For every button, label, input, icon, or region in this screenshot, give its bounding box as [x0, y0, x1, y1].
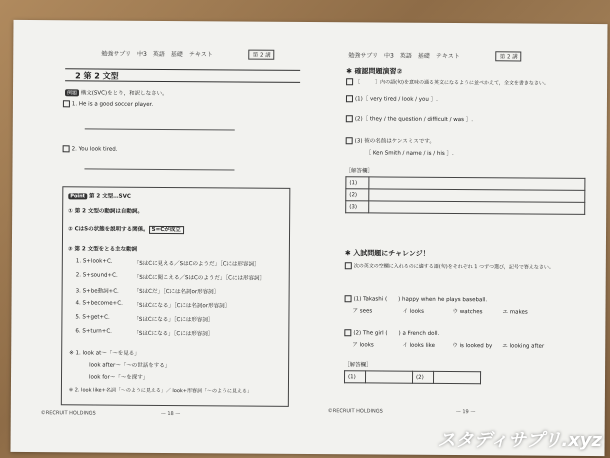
verb-1: 1. S+look+C. — [75, 258, 113, 265]
verb-6: 6. S+turn+C. — [75, 328, 112, 335]
note-1c: look for～「～を探す」 — [89, 374, 149, 381]
checkbox-icon — [63, 100, 70, 107]
note-2: ※ 2. look like+名詞「～のように見える」／ look+形容詞「～のように見える」 — [68, 387, 253, 395]
left-page-number: — 18 — — [160, 410, 181, 418]
check-3: (3) 彼の名前はケンスミスです。 — [346, 136, 435, 145]
checkbox-icon — [345, 295, 352, 302]
checkbox-icon — [63, 145, 70, 152]
answer-cell[interactable] — [365, 371, 412, 383]
answer-table-2 — [344, 370, 481, 384]
right-page — [307, 22, 607, 456]
left-page — [10, 20, 310, 454]
exam-1-option: ウ watches — [452, 309, 483, 316]
check-3-words: ［ Ken Smith / name / is / his ］. — [365, 150, 454, 158]
exam-2-option: イ looks like — [402, 342, 436, 349]
checkbox-icon — [346, 137, 353, 144]
exam-2-option: ウ is looked by — [452, 343, 493, 350]
exam-2: (2) The girl ( ) a French doll. — [344, 328, 439, 337]
verb-4: 4. S+become+C. — [75, 300, 123, 307]
exam-1-option: イ looks — [402, 308, 425, 315]
exam-title: ✱ 入試問題にチャレンジ！ — [344, 249, 430, 258]
checkbox-icon — [346, 115, 353, 122]
verb-1-meaning: 「SはCに見える／SはCのようだ」［Cには形容詞］ — [133, 260, 260, 268]
check-2: (2)［ they / the question / difficult / was ］. — [346, 114, 473, 123]
lecture-tag: 第 2 講 — [249, 50, 275, 60]
answer-line-2 — [84, 168, 234, 170]
verb-5: 5. S+get+C. — [75, 314, 110, 321]
right-page-number: — 19 — — [455, 409, 476, 416]
exam-instruction: 次の英文の空欄に入れるのに適する語(句)をそれぞれ 1 つずつ選び，記号で答えなさい。 — [345, 262, 554, 270]
check-instruction: ［ ］内の語(句)を意味の通る英文になるように並べかえて，全文を書きなさい。 — [346, 78, 549, 86]
answer-cell-label: (1) — [344, 371, 365, 383]
answer-row-label: (3) — [346, 201, 369, 213]
verb-3: 3. S+be動詞+C. — [75, 288, 119, 295]
answer-cell[interactable] — [433, 371, 480, 383]
answer-label: ［解答欄］ — [345, 168, 374, 175]
instruction: 例題 構文(SVC)をとり，和訳しなさい。 — [66, 90, 168, 98]
checkbox-icon — [346, 78, 353, 85]
note-1b: look after～「～の世話をする」 — [89, 362, 171, 370]
answer-table — [345, 176, 585, 215]
verb-4-meaning: 「SはCになる」［Cには名詞or形容詞］ — [133, 302, 231, 310]
checkbox-icon — [345, 262, 352, 269]
verb-5-meaning: 「SはCになる」［Cには形容詞］ — [133, 316, 214, 324]
exam-2-option: ア looks — [352, 342, 374, 349]
answer-cell[interactable] — [369, 201, 585, 215]
answer-label-2: ［解答欄］ — [344, 362, 372, 369]
exam-1-option: エ makes — [502, 309, 528, 316]
point-title: Point 第 2 文型…SVC — [70, 193, 131, 200]
point-1: ① 第 2 文型の動詞は自動詞。 — [68, 208, 143, 215]
note-1: ※ 1. look at～「～を見る」 — [69, 350, 140, 357]
answer-row-label: (1) — [346, 177, 369, 189]
section-title: 2 第 2 文型 — [65, 68, 300, 83]
verb-6-meaning: 「SはCになる」［Cには形容詞］ — [133, 330, 214, 338]
point-3: ③ 第 2 文型をとる主な動詞 — [67, 246, 138, 253]
exam-2-option: エ looking after — [502, 343, 545, 350]
verb-3-meaning: 「SはCだ」［Cには名詞or形容詞］ — [133, 288, 220, 296]
exam-1-option: ア sees — [352, 308, 373, 315]
verb-2: 2. S+sound+C. — [75, 272, 118, 279]
checkbox-icon — [346, 95, 353, 102]
verb-2-meaning: 「SはCに聞こえる／SはCのようだ」［Cには形容詞］ — [133, 274, 266, 282]
textbook-spread — [10, 20, 607, 456]
point-2: ② CはSの状態を説明する関係。 S=Cが成立 — [68, 224, 184, 233]
left-footer: ©RECRUIT HOLDINGS — [40, 410, 96, 417]
watermark: スタディサプリ.xyz — [437, 430, 602, 451]
answer-cell-label: (2) — [412, 371, 433, 383]
checkbox-icon — [344, 329, 351, 336]
lecture-tag: 第 2 講 — [496, 51, 522, 61]
check-title: ✱ 確認問題演習② — [346, 67, 403, 76]
answer-row-label: (2) — [346, 189, 369, 201]
answer-line-1 — [85, 128, 235, 130]
question-1: 1. He is a good soccer player. — [63, 100, 153, 108]
left-header: 勉強サプリ 中3 英語 基礎 テキスト 第 2 講 — [101, 49, 275, 60]
right-header: 勉強サプリ 中3 英語 基礎 テキスト 第 2 講 — [348, 50, 522, 61]
check-1: (1)［ very tired / look / you ］. — [346, 94, 438, 103]
right-footer: ©RECRUIT HOLDINGS — [327, 408, 383, 415]
exam-1: (1) Takashi ( ) happy when he plays baseball. — [345, 294, 488, 303]
question-2: 2. You look tired. — [63, 145, 118, 152]
